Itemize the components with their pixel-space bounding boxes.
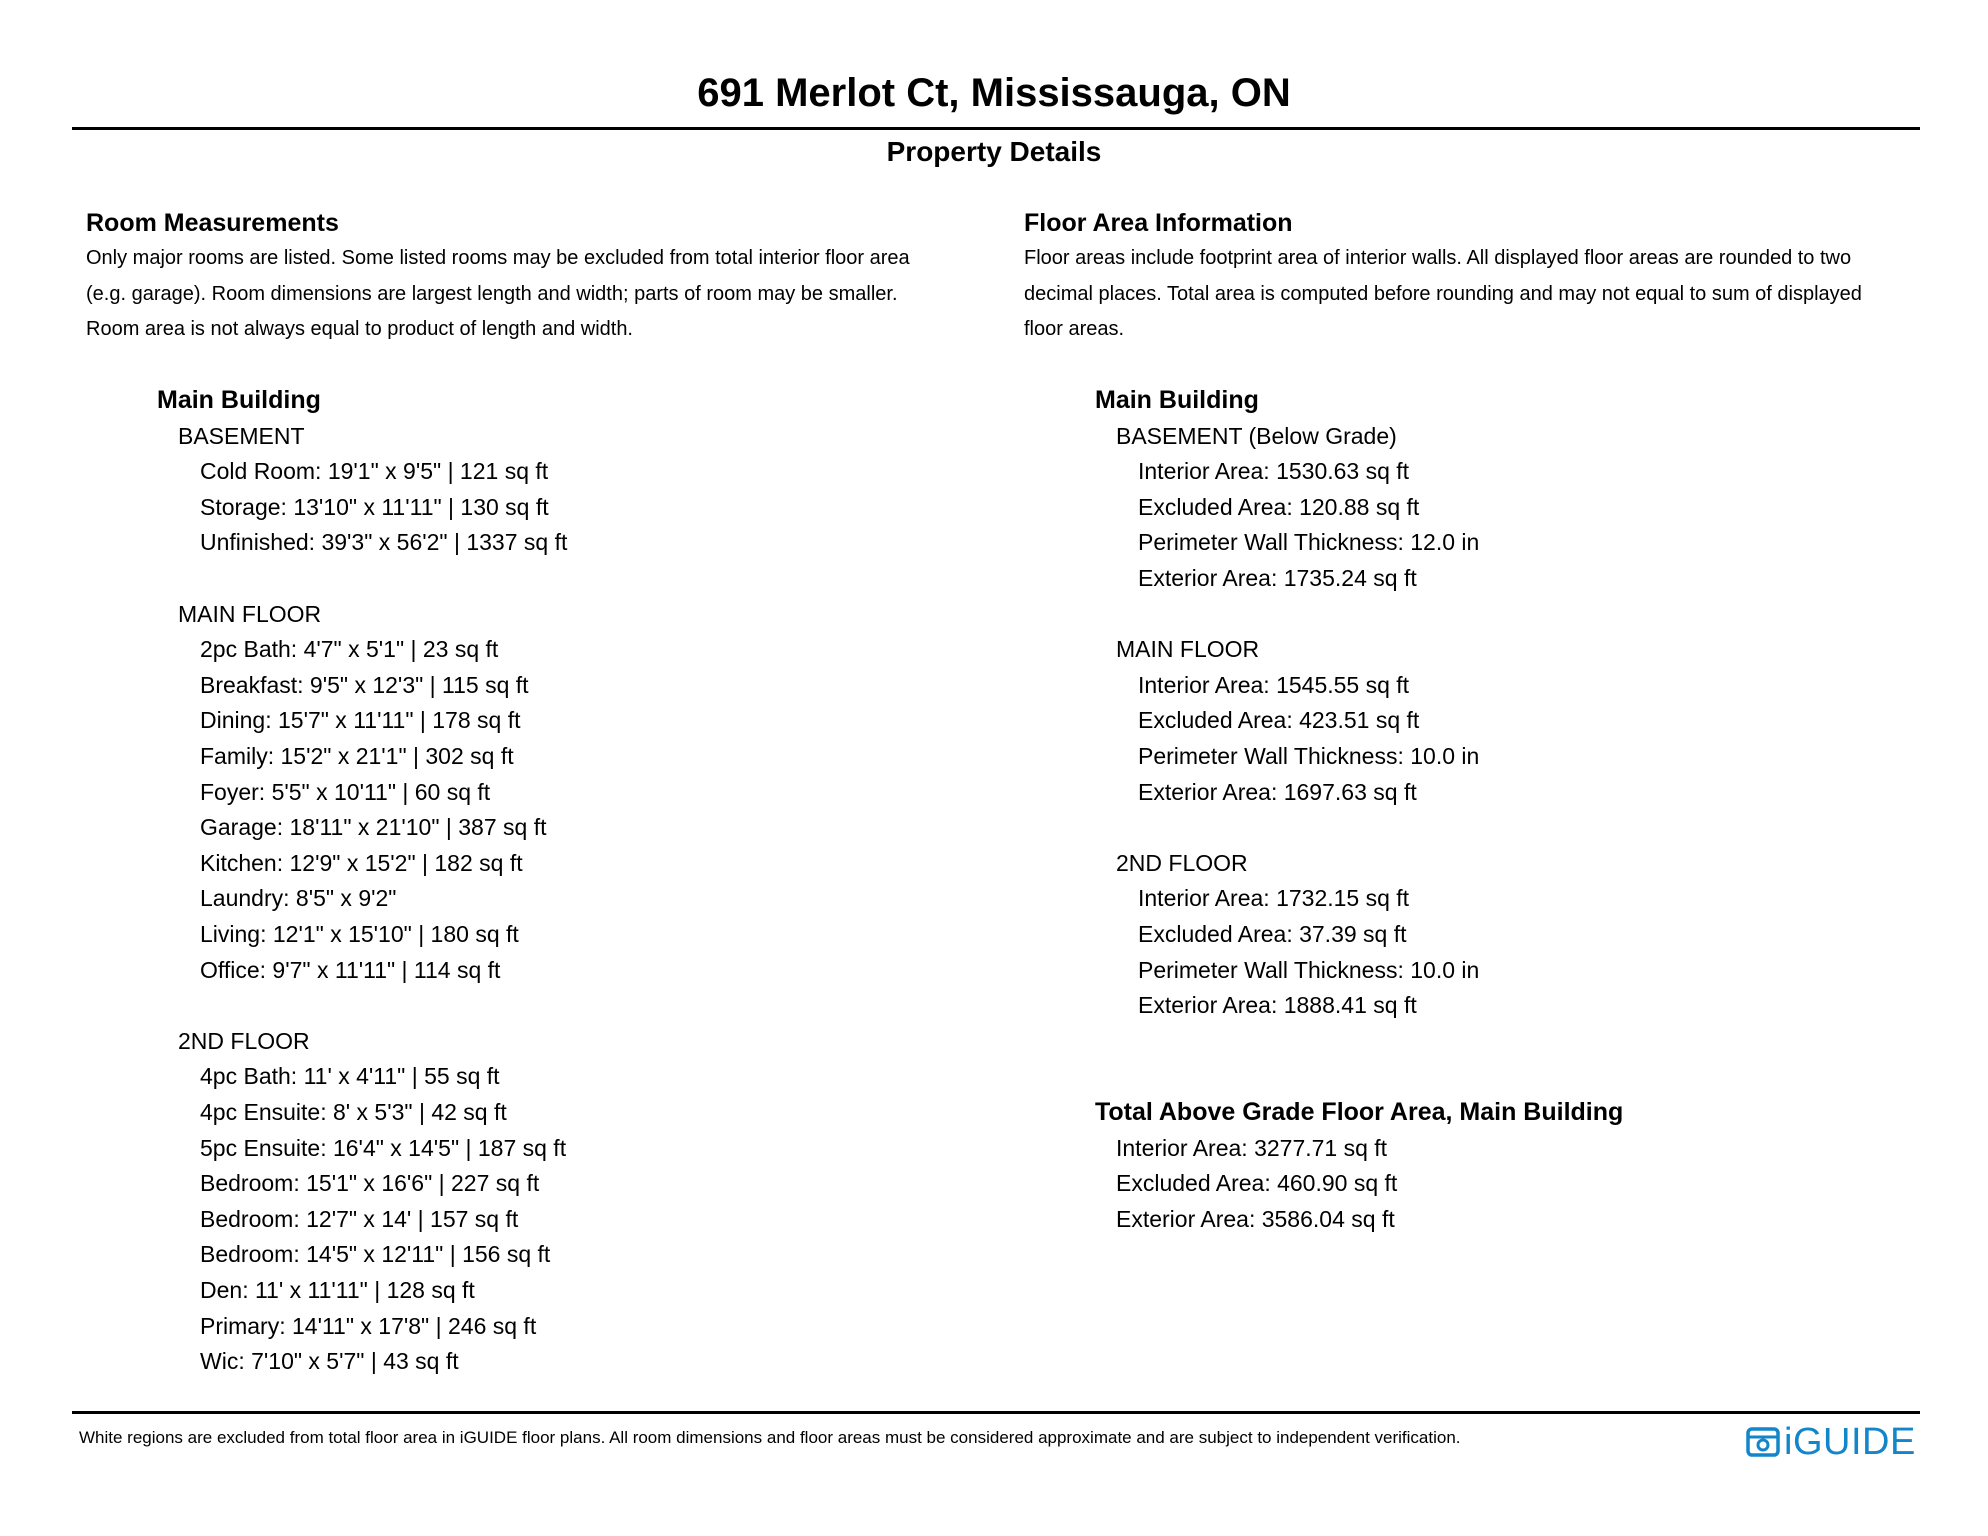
- room-measurements-intro-line: (e.g. garage). Room dimensions are largest length and width; parts of room may be smaller.: [86, 282, 898, 305]
- room-item: Kitchen: 12'9" x 15'2" | 182 sq ft: [200, 849, 523, 876]
- area-item: Perimeter Wall Thickness: 10.0 in: [1138, 743, 1480, 770]
- room-item: Primary: 14'11" x 17'8" | 246 sq ft: [200, 1312, 537, 1339]
- footer-note: White regions are excluded from total floor area in iGUIDE floor plans. All room dimensions and floor areas must be considered approximate and are subject to independent verification.: [79, 1428, 1461, 1447]
- floor-heading-main: MAIN FLOOR: [1116, 636, 1260, 663]
- page-subtitle: Property Details: [886, 136, 1102, 167]
- room-item: 4pc Ensuite: 8' x 5'3" | 42 sq ft: [200, 1098, 507, 1125]
- area-item: Exterior Area: 1888.41 sq ft: [1138, 992, 1417, 1019]
- room-item: Cold Room: 19'1" x 9'5" | 121 sq ft: [200, 458, 549, 485]
- room-measurements-heading: Room Measurements: [86, 209, 339, 237]
- total-area-item: Exterior Area: 3586.04 sq ft: [1116, 1205, 1395, 1232]
- room-item: Living: 12'1" x 15'10" | 180 sq ft: [200, 921, 519, 947]
- building-heading: Main Building: [157, 386, 321, 415]
- floor-heading-2nd: 2ND FLOOR: [178, 1027, 310, 1054]
- area-item: Excluded Area: 37.39 sq ft: [1138, 921, 1407, 947]
- total-area-item: Interior Area: 3277.71 sq ft: [1116, 1134, 1388, 1161]
- room-item: 4pc Bath: 11' x 4'11" | 55 sq ft: [200, 1063, 500, 1090]
- room-item: 2pc Bath: 4'7" x 5'1" | 23 sq ft: [200, 636, 499, 663]
- iguide-logo: [1746, 1420, 1916, 1464]
- building-heading: Main Building: [1095, 386, 1259, 415]
- floor-area-section: [1024, 205, 1934, 1237]
- room-item: Foyer: 5'5" x 10'11" | 60 sq ft: [200, 778, 491, 805]
- room-item: 5pc Ensuite: 16'4" x 14'5" | 187 sq ft: [200, 1134, 567, 1161]
- logo-text: iGUIDE: [1784, 1421, 1916, 1463]
- floor-area-intro-line: decimal places. Total area is computed before rounding and may not equal to sum of displayed: [1024, 282, 1862, 305]
- area-item: Interior Area: 1545.55 sq ft: [1138, 671, 1410, 698]
- area-item: Excluded Area: 423.51 sq ft: [1138, 707, 1420, 734]
- area-item: Exterior Area: 1735.24 sq ft: [1138, 565, 1417, 592]
- room-item: Bedroom: 14'5" x 12'11" | 156 sq ft: [200, 1241, 551, 1268]
- room-item: Bedroom: 15'1" x 16'6" | 227 sq ft: [200, 1170, 540, 1197]
- camera-icon: [1746, 1425, 1780, 1459]
- room-item: Dining: 15'7" x 11'11" | 178 sq ft: [200, 707, 521, 734]
- room-measurements-intro-line: Room area is not always equal to product of length and width.: [86, 318, 633, 340]
- floor-heading-basement: BASEMENT (Below Grade): [1116, 422, 1397, 449]
- floor-area-heading: Floor Area Information: [1024, 209, 1293, 237]
- area-item: Interior Area: 1530.63 sq ft: [1138, 458, 1410, 485]
- area-item: Perimeter Wall Thickness: 10.0 in: [1138, 956, 1480, 983]
- room-item: Den: 11' x 11'11" | 128 sq ft: [200, 1276, 475, 1303]
- floor-area-intro-line: floor areas.: [1024, 318, 1125, 340]
- total-area-heading: Total Above Grade Floor Area, Main Building: [1095, 1097, 1624, 1126]
- room-item: Bedroom: 12'7" x 14' | 157 sq ft: [200, 1205, 519, 1232]
- room-measurements-intro-line: Only major rooms are listed. Some listed rooms may be excluded from total interior floor area: [86, 247, 910, 269]
- area-item: Perimeter Wall Thickness: 12.0 in: [1138, 529, 1480, 556]
- floor-heading-2nd: 2ND FLOOR: [1116, 849, 1248, 876]
- area-item: Excluded Area: 120.88 sq ft: [1138, 493, 1420, 520]
- area-item: Interior Area: 1732.15 sq ft: [1138, 885, 1410, 912]
- room-item: Storage: 13'10" x 11'11" | 130 sq ft: [200, 493, 549, 520]
- total-area-item: Excluded Area: 460.90 sq ft: [1116, 1170, 1398, 1197]
- room-item: Breakfast: 9'5" x 12'3" | 115 sq ft: [200, 671, 529, 698]
- page-title: 691 Merlot Ct, Mississauga, ON: [697, 71, 1291, 115]
- room-item: Wic: 7'10" x 5'7" | 43 sq ft: [200, 1348, 459, 1375]
- room-item: Family: 15'2" x 21'1" | 302 sq ft: [200, 743, 514, 770]
- room-measurements-section: [86, 205, 986, 1380]
- footer-divider: [72, 1411, 1920, 1414]
- title-divider: [72, 127, 1920, 130]
- room-item: Laundry: 8'5" x 9'2": [200, 885, 397, 912]
- room-item: Unfinished: 39'3" x 56'2" | 1337 sq ft: [200, 529, 568, 556]
- area-item: Exterior Area: 1697.63 sq ft: [1138, 778, 1417, 805]
- floor-heading-basement: BASEMENT: [178, 422, 305, 449]
- floor-heading-main: MAIN FLOOR: [178, 600, 322, 627]
- room-item: Garage: 18'11" x 21'10" | 387 sq ft: [200, 814, 547, 841]
- floor-area-intro-line: Floor areas include footprint area of interior walls. All displayed floor areas are rounded to two: [1024, 247, 1852, 269]
- room-item: Office: 9'7" x 11'11" | 114 sq ft: [200, 956, 501, 983]
